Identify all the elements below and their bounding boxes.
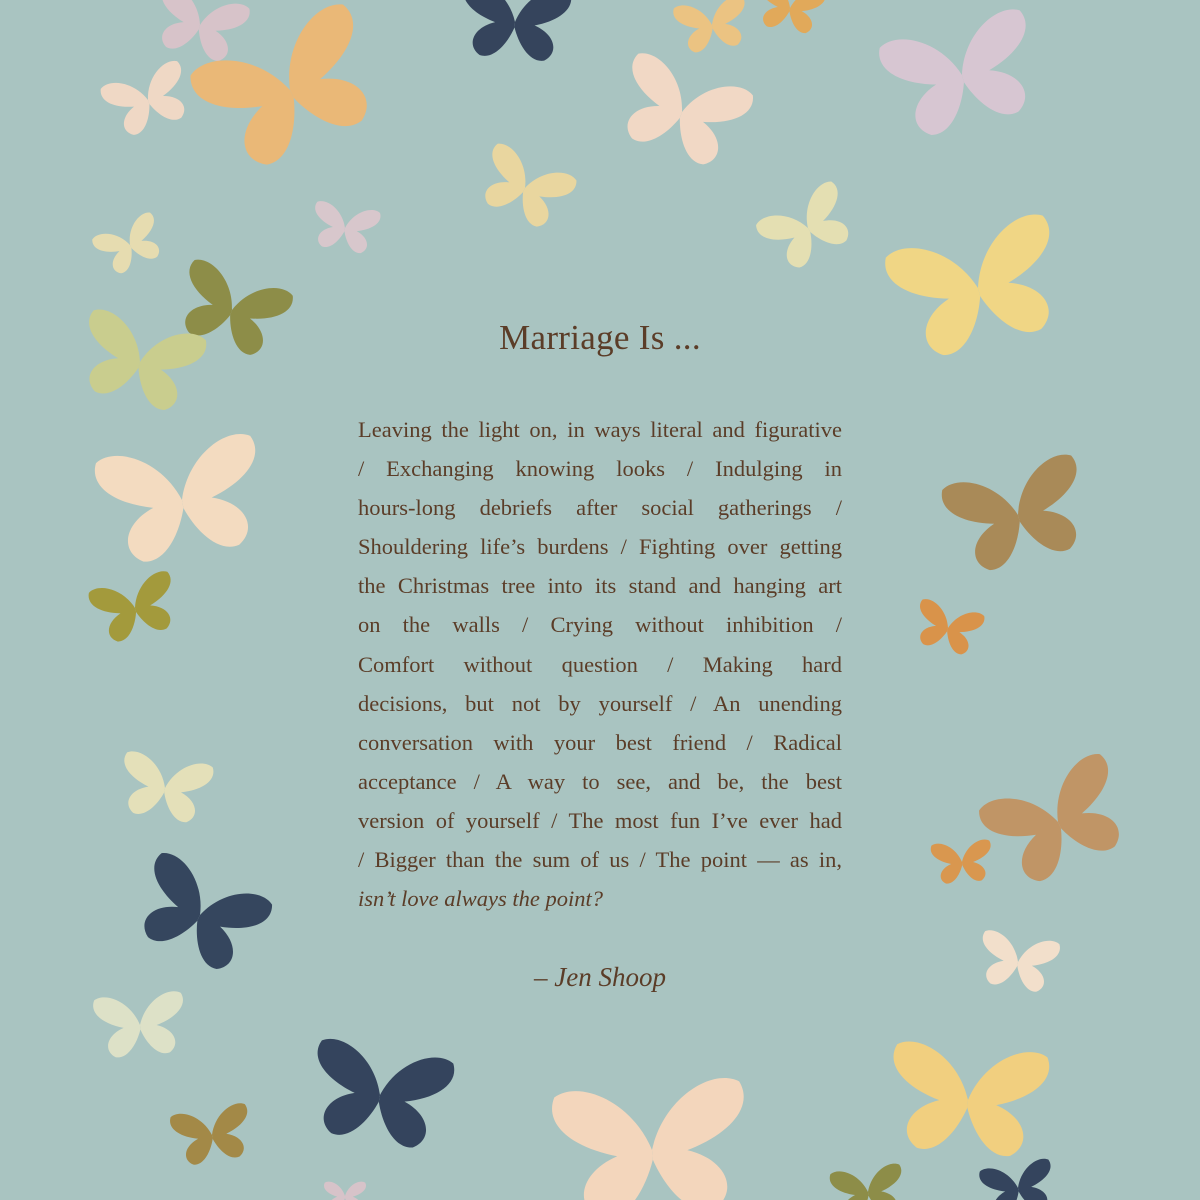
butterfly-icon (754, 179, 863, 277)
poem-line: on the walls / Crying without inhibition / (358, 612, 842, 638)
butterfly-icon (169, 1102, 255, 1168)
butterfly-icon (149, 0, 252, 66)
butterfly-icon (930, 839, 993, 885)
butterfly-icon (672, 0, 751, 55)
butterfly-icon (309, 200, 382, 256)
poem-line: Shouldering life’s burdens / Fighting over getting (358, 534, 842, 560)
poem-line: hours-long debriefs after social gatherings / (358, 495, 842, 521)
poem-line: Comfort without question / Making hard (358, 651, 842, 677)
butterfly-icon (87, 569, 183, 646)
butterfly-icon (910, 598, 985, 658)
butterfly-icon (115, 750, 214, 826)
poem-line: / Bigger than the sum of us / The point — as in, (358, 847, 842, 873)
poem-line: Leaving the light on, in ways literal and figurative (358, 417, 842, 442)
butterfly-icon (829, 1163, 907, 1200)
butterfly-icon (876, 6, 1047, 143)
butterfly-icon (471, 141, 578, 234)
poem-author: – Jen Shoop (534, 962, 666, 992)
butterfly-icon (886, 1040, 1051, 1159)
butterfly-icon (978, 1158, 1057, 1200)
butterfly-icon (125, 849, 275, 980)
poem-line: acceptance / A way to see, and be, the best (358, 768, 842, 794)
butterfly-icon (91, 211, 170, 280)
poem-line: / Exchanging knowing looks / Indulging in (358, 456, 842, 482)
poem-closing-line: isn’t love always the point? (358, 886, 603, 912)
butterfly-icon (304, 1037, 456, 1153)
butterfly-icon (93, 431, 272, 567)
butterfly-icon (939, 452, 1097, 578)
butterfly-icon (324, 1182, 366, 1200)
butterfly-icon (975, 750, 1140, 893)
poem-body (358, 410, 842, 918)
butterfly-icon (458, 0, 572, 63)
butterfly-icon (92, 990, 187, 1059)
poem-line: decisions, but not by yourself / An unending (358, 690, 842, 716)
butterfly-icon (551, 1076, 754, 1200)
butterfly-icon (754, 0, 827, 36)
poem-line: the Christmas tree into its stand and hanging art (358, 573, 842, 599)
poem-title: Marriage Is ... (499, 318, 701, 357)
poem-line: version of yourself / The most fun I’ve ever had (358, 807, 842, 833)
butterfly-icon (99, 59, 198, 141)
butterfly-icon (608, 50, 756, 174)
poem-line: conversation with your best friend / Radical (358, 729, 842, 755)
